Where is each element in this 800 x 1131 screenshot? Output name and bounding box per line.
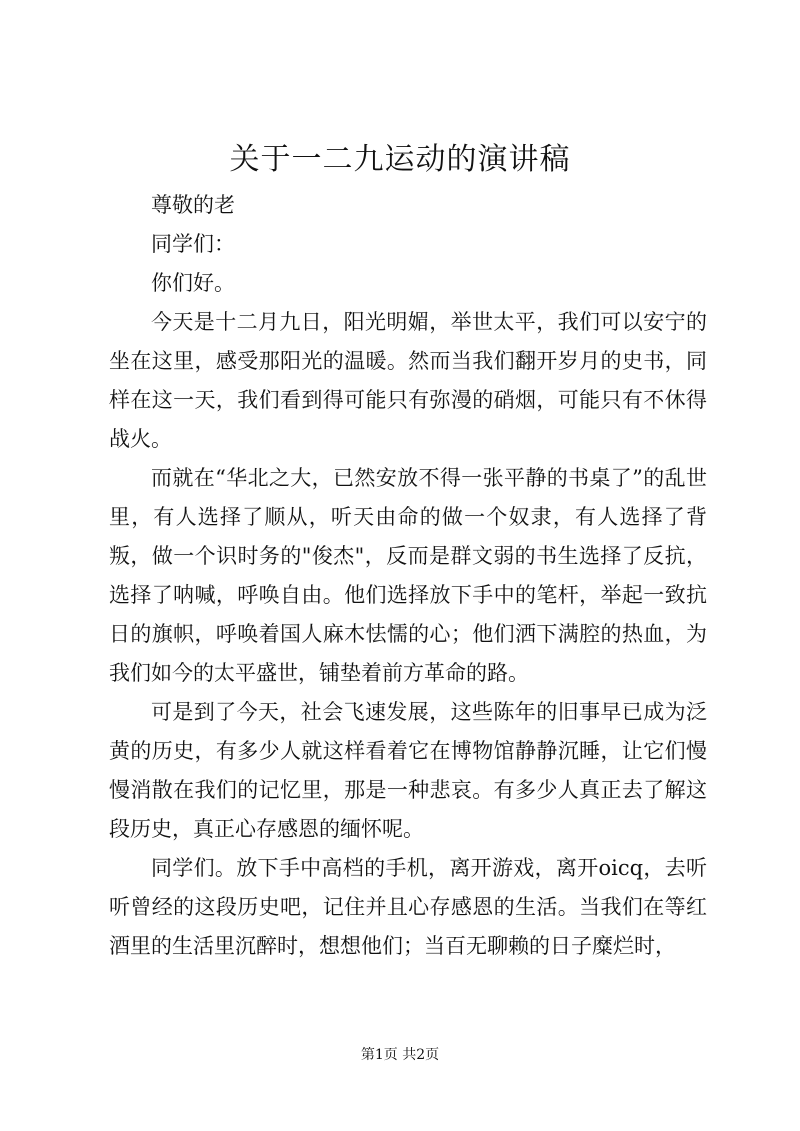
- paragraph-3: 可是到了今天，社会飞速发展，这些陈年的旧事早已成为泛黄的历史，有多少人就这样看着它在博物馆静静沉睡，让它们慢慢消散在我们的记忆里，那是一种悲哀。有多少人真正去了解这段历史，真正心存感恩的缅怀呢。: [109, 700, 707, 841]
- paragraph-salutation-students: 同学们：: [151, 232, 235, 256]
- page-footer: 第1页 共2页: [360, 1047, 440, 1063]
- paragraph-1: 今天是十二月九日，阳光明媚，举世太平，我们可以安宁的坐在这里，感受那阳光的温暖。然而当我们翻开岁月的史书，同样在这一天，我们看到得可能只有弥漫的硝烟，可能只有不休得战火。: [109, 310, 707, 451]
- page-title: 关于一二九运动的演讲稿: [229, 142, 571, 177]
- paragraph-2: 而就在“华北之大，已然安放不得一张平静的书桌了”的乱世里，有人选择了顺从，听天由命的做一个奴隶，有人选择了背叛，做一个识时务的"俊杰"，反而是群文弱的书生选择了反抗，选择了呐喊，呼唤自由。他们选择放下手中的笔杆，举起一致抗日的旗帜，呼唤着国人麻木怯懦的心；他们洒下满腔的热血，为我们如今的太平盛世，铺垫着前方革命的路。: [109, 466, 707, 685]
- paragraph-4: 同学们。放下手中高档的手机，离开游戏，离开oicq，去听听曾经的这段历史吧，记住并且心存感恩的生活。当我们在等红酒里的生活里沉醉时，想想他们；当百无聊赖的日子糜烂时，: [109, 856, 707, 958]
- paragraph-salutation: 尊敬的老: [151, 193, 235, 217]
- document-body: [109, 186, 707, 966]
- paragraph-greeting: 你们好。: [151, 271, 235, 295]
